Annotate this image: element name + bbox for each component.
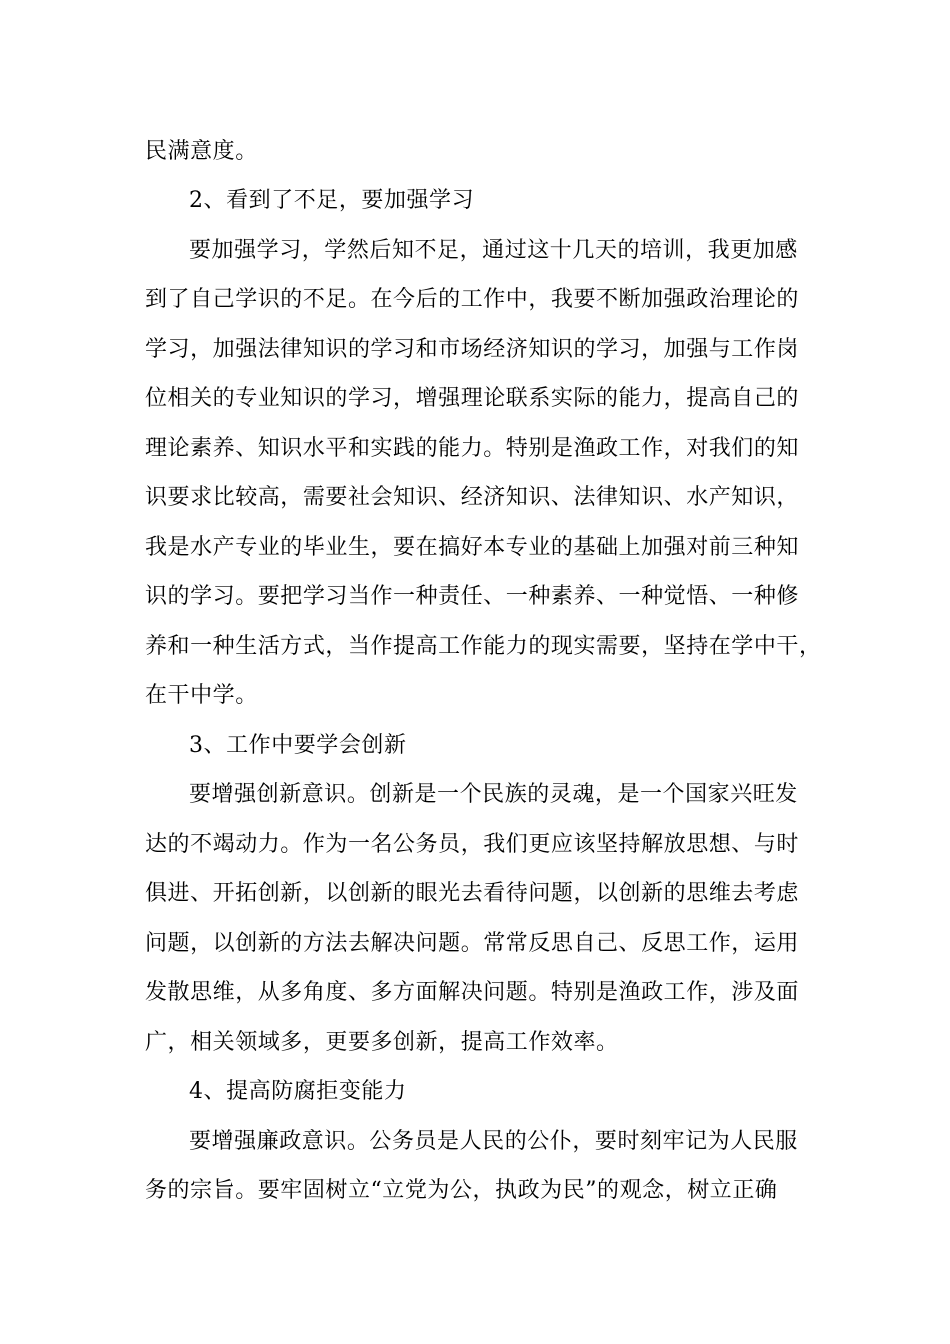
section-heading-2: 2、看到了不足，要加强学习 [189,188,475,213]
body-text-line: 俱进、开拓创新，以创新的眼光去看待问题，以创新的思维去考虑 [145,881,799,906]
body-text-line: 理论素养、知识水平和实践的能力。特别是渔政工作，对我们的知 [145,436,799,461]
body-text-line: 识的学习。要把学习当作一种责任、一种素养、一种觉悟、一种修 [145,584,799,609]
body-text-line: 达的不竭动力。作为一名公务员，我们更应该坚持解放思想、与时 [145,832,799,857]
paragraph-first-line: 要增强创新意识。创新是一个民族的灵魂，是一个国家兴旺发 [189,782,798,807]
body-text-line: 识要求比较高，需要社会知识、经济知识、法律知识、水产知识， [145,485,799,510]
section-heading-3: 3、工作中要学会创新 [189,733,407,758]
paragraph-first-line: 要增强廉政意识。公务员是人民的公仆，要时刻牢记为人民服 [189,1129,798,1154]
body-text-line: 学习，加强法律知识的学习和市场经济知识的学习，加强与工作岗 [145,337,799,362]
body-text-line: 问题，以创新的方法去解决问题。常常反思自己、反思工作，运用 [145,931,799,956]
body-text-line: 我是水产专业的毕业生，要在搞好本专业的基础上加强对前三种知 [145,535,799,560]
body-text-line: 务的宗旨。要牢固树立“立党为公，执政为民”的观念，树立正确 [145,1178,778,1203]
section-heading-4: 4、提高防腐拒变能力 [189,1079,407,1104]
body-text-line: 在干中学。 [145,683,258,708]
body-text-line: 发散思维，从多角度、多方面解决问题。特别是渔政工作，涉及面 [145,980,799,1005]
body-text-line: 到了自己学识的不足。在今后的工作中，我要不断加强政治理论的 [145,287,799,312]
body-text-line: 广，相关领域多，更要多创新，提高工作效率。 [145,1030,619,1055]
body-text-line: 民满意度。 [145,139,258,164]
paragraph-first-line: 要加强学习，学然后知不足，通过这十几天的培训，我更加感 [189,238,798,263]
body-text-line: 位相关的专业知识的学习，增强理论联系实际的能力，提高自己的 [145,386,799,411]
body-text-line: 养和一种生活方式，当作提高工作能力的现实需要，坚持在学中干， [145,634,822,659]
